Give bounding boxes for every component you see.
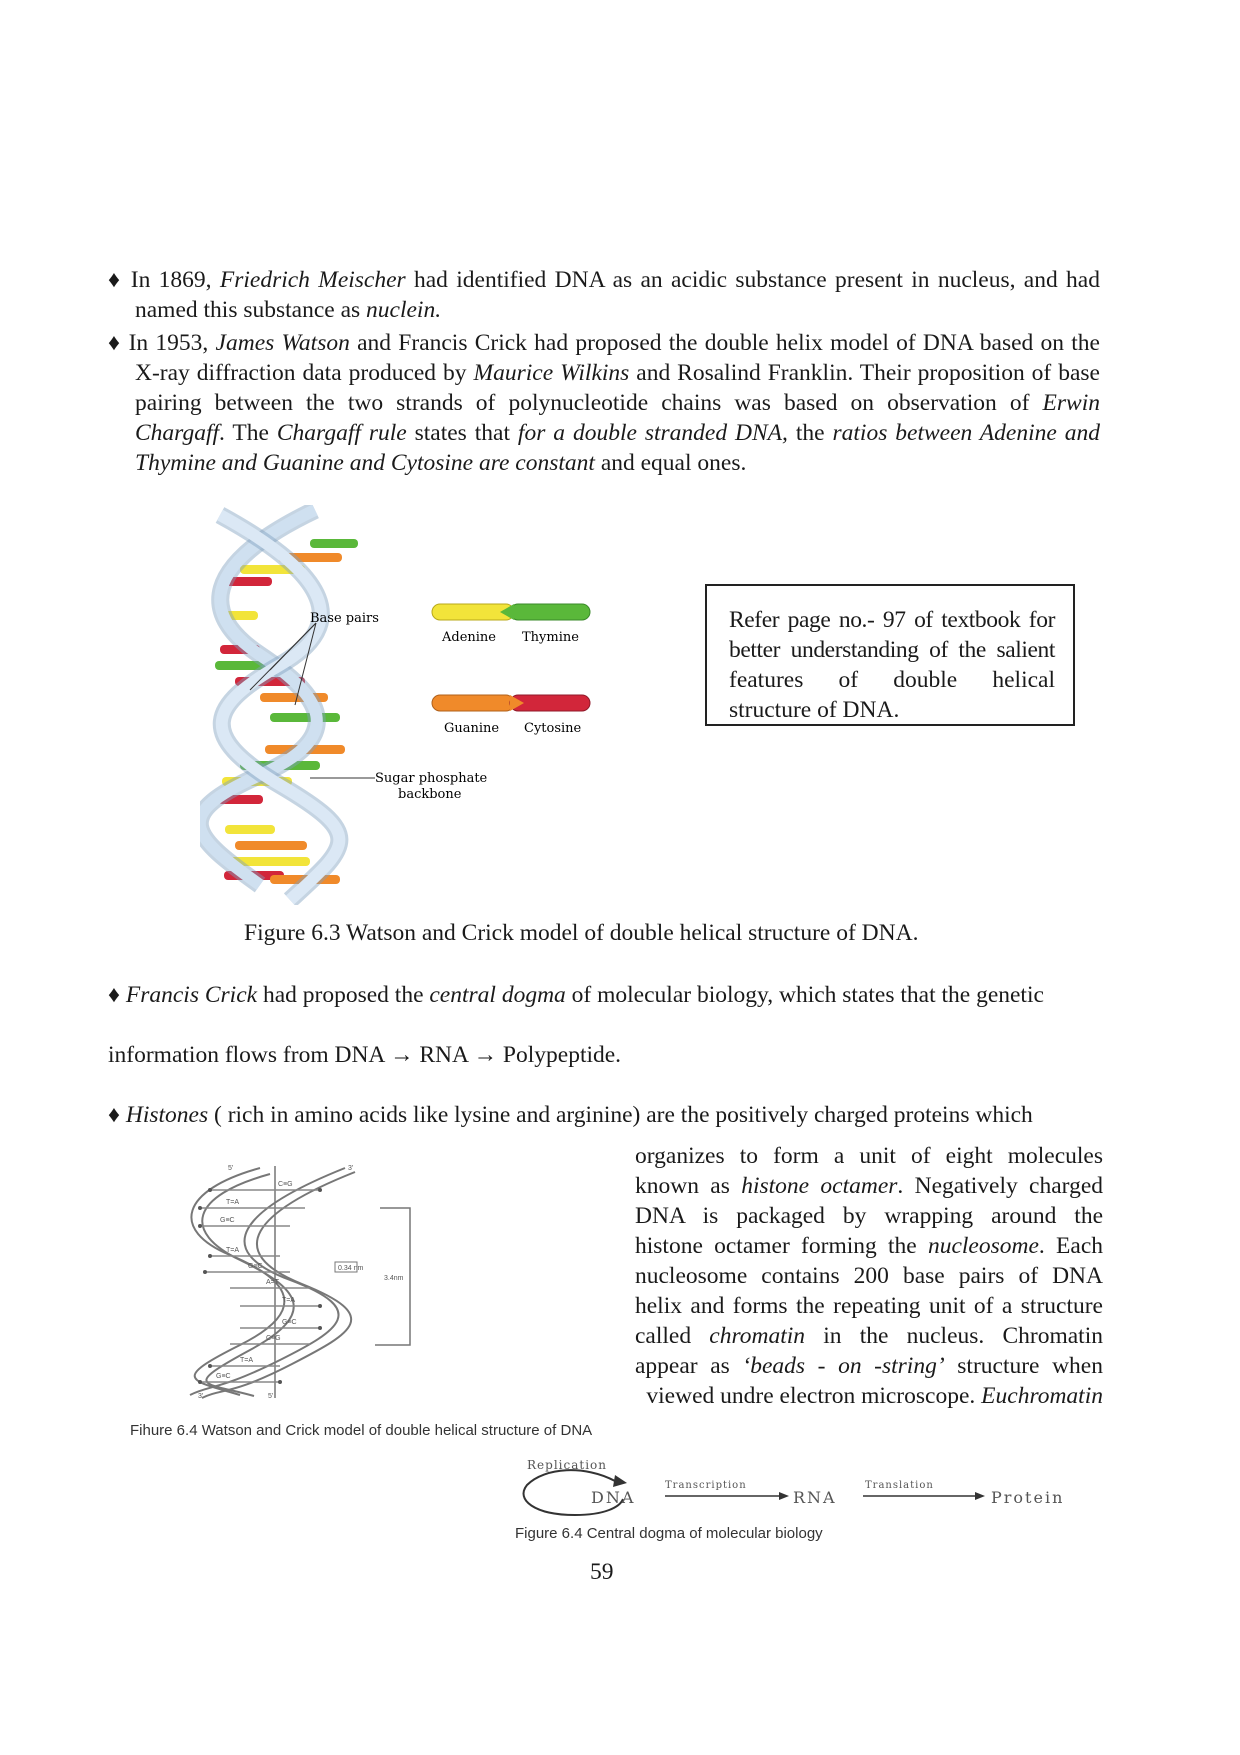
bullet-text: . The <box>219 420 277 446</box>
rna-label: RNA <box>793 1488 837 1507</box>
bullet-watson-crick <box>108 328 1100 478</box>
helix-label: 5' <box>268 1393 274 1400</box>
central-dogma-diagram <box>515 1455 1095 1525</box>
measure-big-label: 3.4nm <box>384 1275 404 1282</box>
term: nuclein. <box>366 297 442 323</box>
cytosine-label: Cytosine <box>524 721 582 736</box>
para-text: structure when viewed undre electron microscope. <box>646 1353 1103 1409</box>
term: Chargaff rule <box>276 420 407 446</box>
bullet-text: states that <box>406 420 518 446</box>
bullet-text: In 1869, <box>130 267 220 293</box>
bullet-text: and Francis Crick had proposed the double helix model of DNA based on the X-ray diffraction data produced by <box>135 330 1100 386</box>
term: histone octamer <box>741 1173 898 1199</box>
figure-6-4-central-dogma <box>515 1455 1095 1525</box>
bullet-text: the <box>787 420 833 446</box>
figure-6-4-dogma-caption: Figure 6.4 Central dogma of molecular biology <box>515 1525 823 1542</box>
helix-label: G≡C <box>220 1217 235 1224</box>
measure-small-label: 0.34 nm <box>338 1265 364 1272</box>
ref-line-2: better understanding of the salient <box>729 637 1055 663</box>
base-pairs-label: Base pairs <box>310 611 379 626</box>
bullet-text: had proposed the <box>257 982 430 1008</box>
legend-gc-pair <box>432 695 590 711</box>
helix-label: G≡C <box>216 1373 231 1380</box>
helix-label: T=A <box>240 1357 254 1364</box>
person-name: Francis Crick <box>125 982 258 1008</box>
figure-6-3 <box>200 505 620 905</box>
bullet-icon: ♦ <box>108 267 123 293</box>
bullet-icon: ♦ <box>108 1102 120 1128</box>
double-helix-diagram <box>200 505 620 905</box>
page-number: 59 <box>590 1559 614 1585</box>
bullet-histones <box>108 1100 1100 1130</box>
guanine-label: Guanine <box>444 721 500 736</box>
bullet-meischer <box>108 265 1100 325</box>
term: ratios between Adenine and Thymine and Guanine and Cytosine are constant <box>135 420 1100 476</box>
adenine-label: Adenine <box>442 630 496 645</box>
dna-label: DNA <box>591 1488 636 1507</box>
bullet-icon: ♦ <box>108 982 120 1008</box>
figure-6-3-caption: Figure 6.3 Watson and Crick model of double helical structure of DNA. <box>244 920 919 946</box>
helix-label: 3' <box>198 1393 204 1400</box>
bullet-text: ( rich in amino acids like lysine and arginine) are the positively charged proteins which <box>208 1102 1033 1128</box>
central-dogma-line: information flows from DNA → RNA → Polypeptide. <box>108 1042 622 1068</box>
histone-paragraph <box>635 1141 1103 1411</box>
translation-label: Translation <box>865 1480 934 1491</box>
term: chromatin <box>709 1323 806 1349</box>
protein-label: Protein <box>991 1488 1065 1507</box>
bullet-text: In 1953, <box>128 330 216 356</box>
person-name: James Watson <box>215 330 350 356</box>
replication-label: Replication <box>527 1458 607 1472</box>
ref-line-3: features of double helical <box>729 667 1055 693</box>
helix-label: C≡G <box>278 1181 293 1188</box>
thymine-label: Thymine <box>522 630 579 645</box>
para-text: in the nucleus. Chromatin appear as <box>635 1323 1103 1379</box>
term: Euchromatin <box>981 1383 1103 1409</box>
helix-label: C≡G <box>266 1335 281 1342</box>
person-name: Erwin Chargaff <box>135 390 1100 446</box>
helix-label: T=A <box>282 1297 296 1304</box>
bullet-text: and equal ones. <box>594 450 747 476</box>
ref-line-4: structure of DNA. <box>729 697 900 723</box>
term: Histones <box>125 1102 209 1128</box>
person-name: Friedrich Meischer <box>219 267 406 293</box>
bullet-central-dogma <box>108 980 1100 1010</box>
helix-label: A=T <box>266 1279 280 1286</box>
helix-label: T=A <box>226 1199 240 1206</box>
ref-line-1: Refer page no.- 97 of textbook for <box>729 607 1055 633</box>
transcription-label: Transcription <box>665 1480 747 1491</box>
bullet-text: had identified DNA as an acidic substance present in nucleus, and had named this substance as <box>135 267 1100 323</box>
term: nucleosome <box>927 1233 1039 1259</box>
reference-box <box>705 584 1075 726</box>
helix-label: G≡C <box>248 1263 263 1270</box>
term: for a double stranded DNA, <box>517 420 788 446</box>
person-name: Maurice Wilkins <box>473 360 630 386</box>
figure-6-4-helix <box>170 1160 460 1400</box>
helix-line-diagram <box>170 1160 460 1400</box>
sugar-label-1: Sugar phosphate <box>375 771 488 786</box>
bullet-text: of molecular biology, which states that the genetic <box>565 982 1044 1008</box>
term: central dogma <box>429 982 566 1008</box>
helix-label: T=A <box>226 1247 240 1254</box>
helix-label: G≡C <box>282 1319 297 1326</box>
term: ‘beads - on -string’ <box>742 1353 945 1379</box>
figure-6-4-helix-caption: Fihure 6.4 Watson and Crick model of double helical structure of DNA <box>130 1422 593 1439</box>
para-text: . Negatively charged DNA is packaged by wrapping around the histone octamer forming the <box>635 1173 1103 1259</box>
helix-label: 3' <box>348 1165 354 1172</box>
legend-at-pair <box>432 604 590 620</box>
sugar-label-2: backbone <box>398 787 462 802</box>
para-text: . Each nucleosome contains 200 base pairs of DNA helix and forms the repeating unit of a structure called <box>635 1233 1103 1349</box>
para-text: organizes to form a unit of eight molecules known as <box>635 1143 1103 1199</box>
helix-label: 5' <box>228 1165 234 1172</box>
bullet-icon: ♦ <box>108 330 122 356</box>
bullet-text: and Rosalind Franklin. Their proposition of base pairing between the two strands of polynucleotide chains was based on observation of <box>135 360 1100 416</box>
